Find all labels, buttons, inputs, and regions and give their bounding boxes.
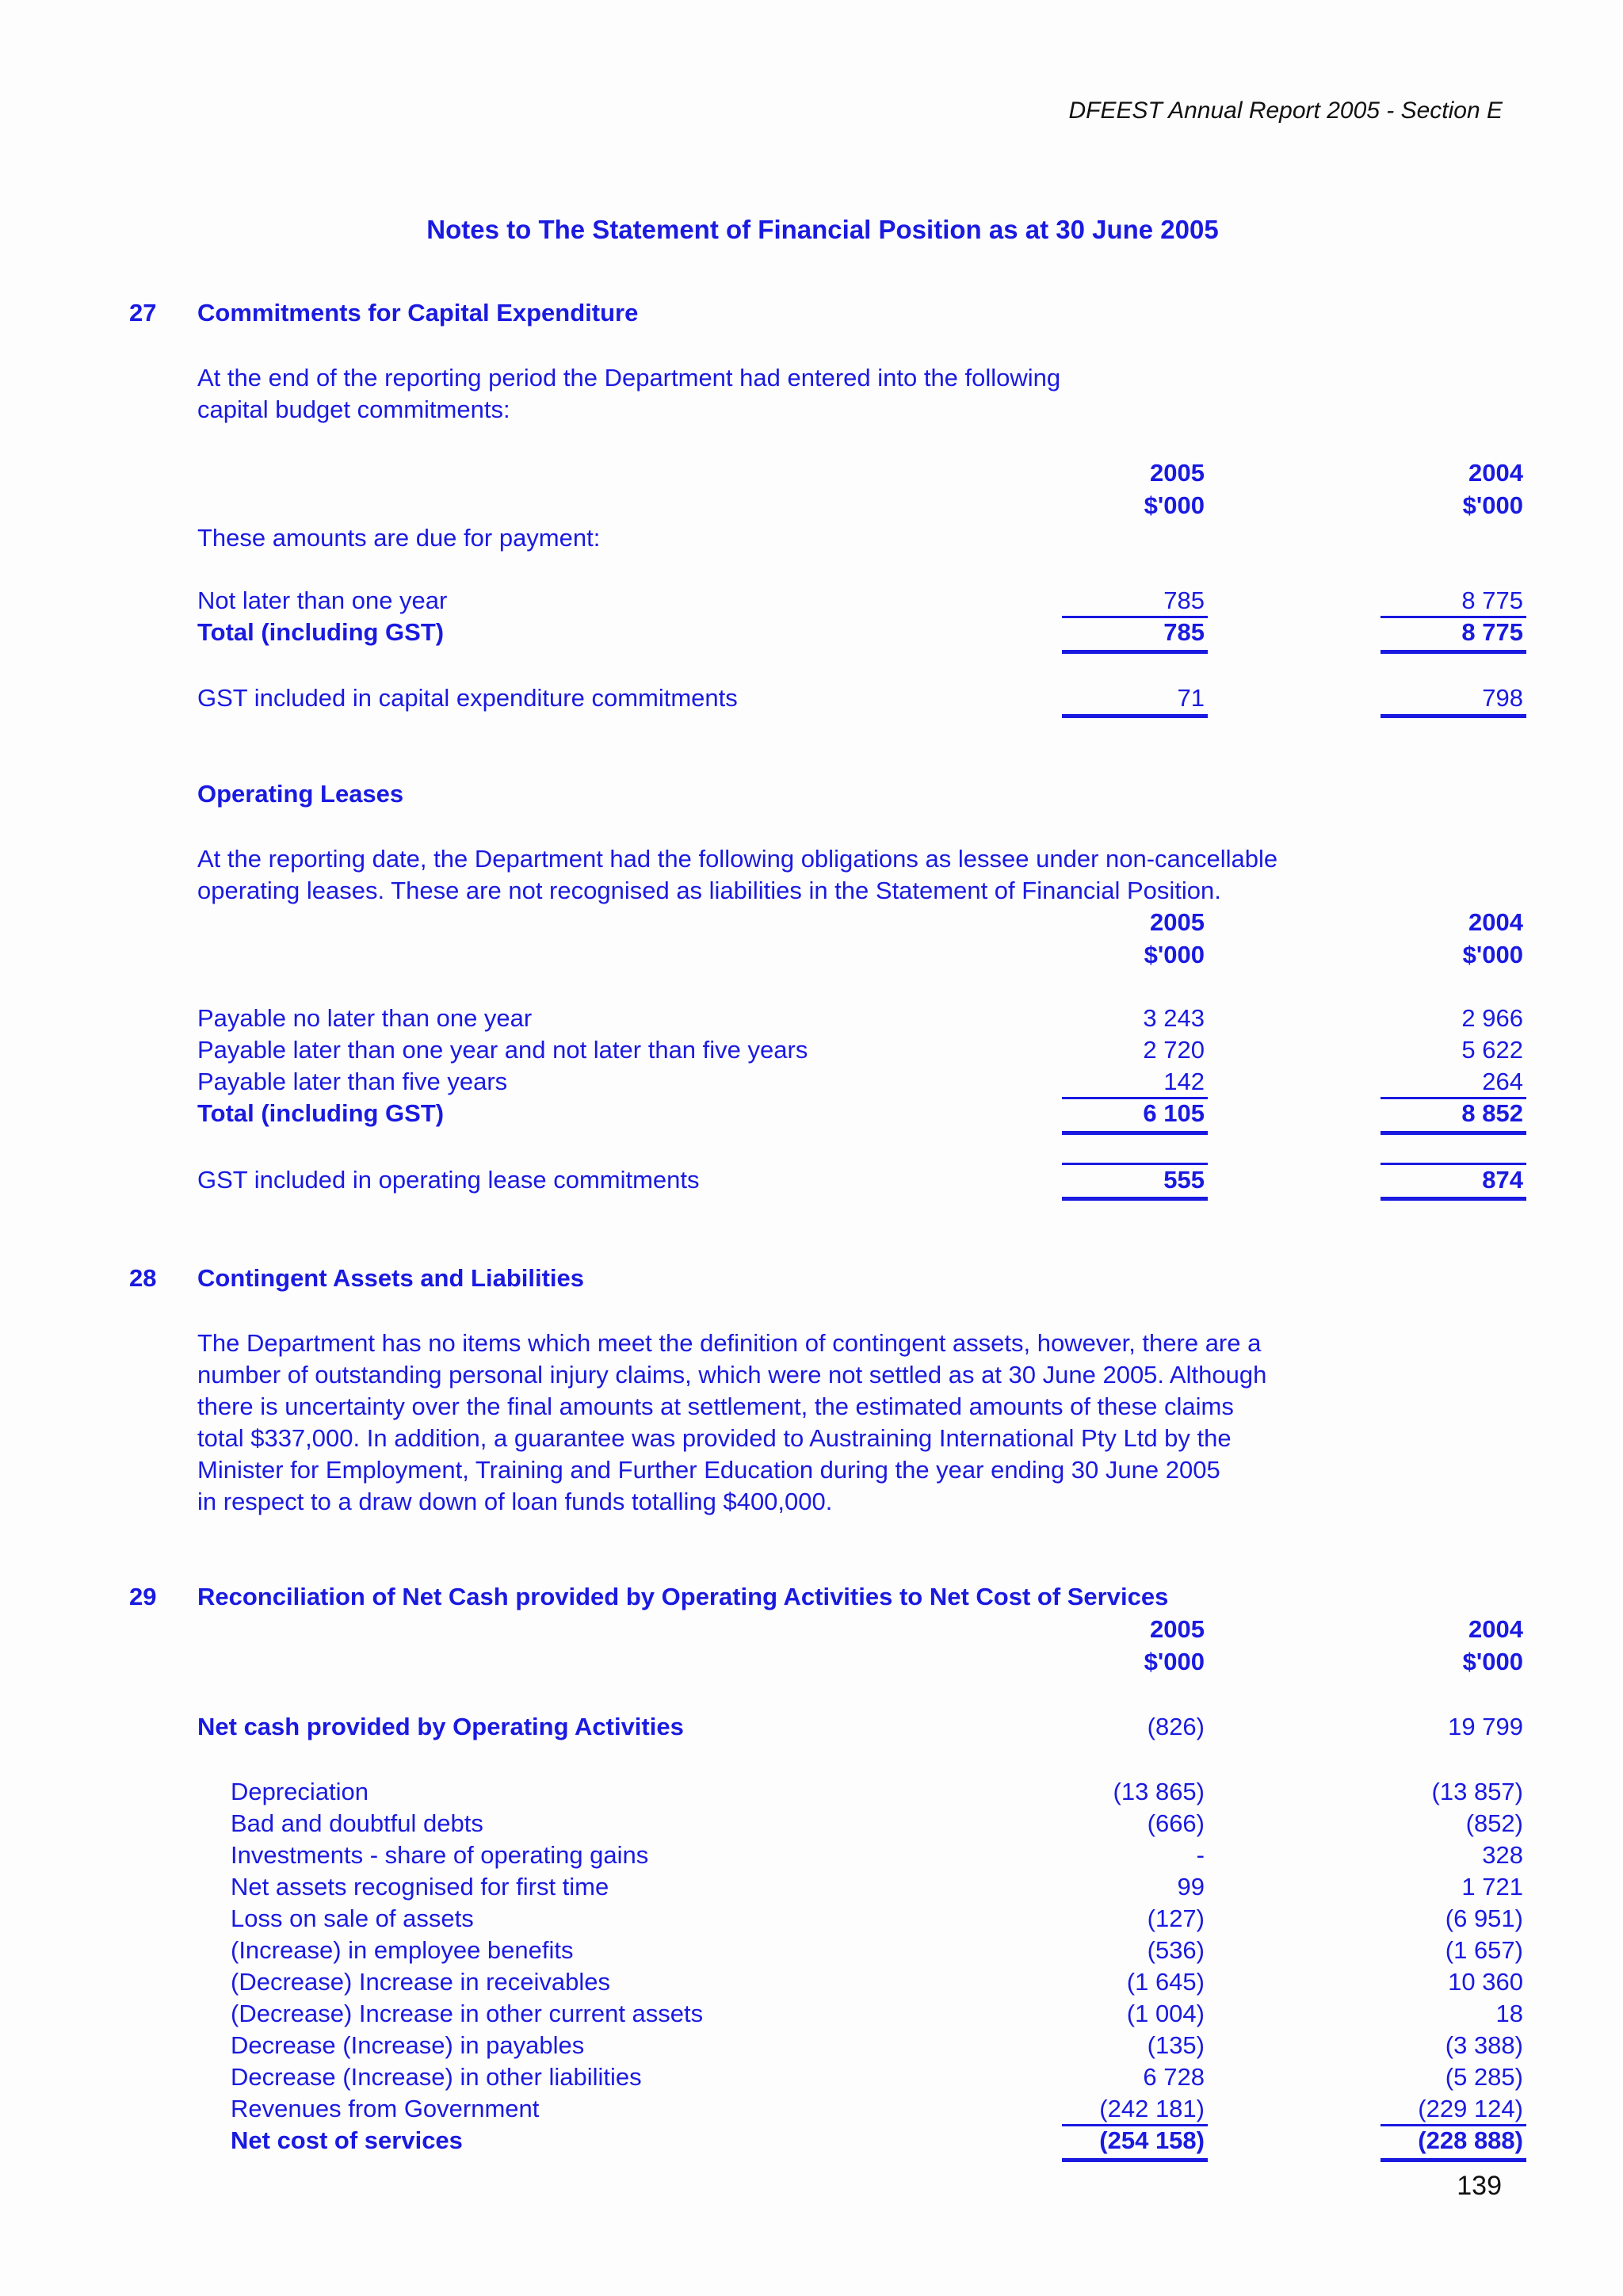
row-value-2004: (13 857) — [1431, 1778, 1523, 1805]
note-28-line: Minister for Employment, Training and Further Education during the year ending 30 June 2005 — [197, 1456, 1220, 1484]
net-cash-value-2004: 19 799 — [1448, 1713, 1523, 1740]
note-29-heading: Reconciliation of Net Cash provided by Operating Activities to Net Cost of Services — [197, 1583, 1169, 1610]
double-underline — [1381, 2158, 1526, 2162]
double-underline — [1062, 1131, 1208, 1135]
note-29-unit-2004: $'000 — [1462, 1648, 1523, 1675]
row-value-2005: 3 243 — [1143, 1004, 1205, 1032]
note-28-number: 28 — [129, 1264, 157, 1292]
note-29-number: 29 — [129, 1583, 157, 1610]
note-28-line: number of outstanding personal injury claims, which were not settled as at 30 June 2005. Although — [197, 1361, 1267, 1389]
row-value-2005: 142 — [1163, 1068, 1205, 1095]
row-label: Decrease (Increase) in other liabilities — [231, 2063, 642, 2091]
row-label: Depreciation — [231, 1778, 369, 1805]
total-value-2004: 8 775 — [1461, 618, 1523, 646]
note-29-col-2005: 2005 — [1150, 1615, 1205, 1643]
note-27-due-label: These amounts are due for payment: — [197, 524, 601, 552]
leases-heading: Operating Leases — [197, 780, 404, 808]
page-number: 139 — [1457, 2171, 1502, 2201]
note-27-intro-line-2: capital budget commitments: — [197, 395, 510, 423]
note-28-line: The Department has no items which meet the definition of contingent assets, however, there are a — [197, 1329, 1262, 1357]
row-value-2004: (3 388) — [1445, 2031, 1523, 2059]
row-value-2004: 10 360 — [1448, 1968, 1523, 1996]
row-value-2004: (5 285) — [1445, 2063, 1523, 2091]
report-header: DFEEST Annual Report 2005 - Section E — [1068, 97, 1503, 124]
row-label: Bad and doubtful debts — [231, 1809, 483, 1837]
row-label: Not later than one year — [197, 586, 448, 614]
row-value-2005: (1 645) — [1126, 1968, 1205, 1996]
row-value-2005: (135) — [1147, 2031, 1205, 2059]
note-28-line: in respect to a draw down of loan funds totalling $400,000. — [197, 1488, 833, 1515]
double-underline — [1062, 2158, 1208, 2162]
row-value-2004: 5 622 — [1461, 1036, 1523, 1064]
row-value-2005: (13 865) — [1113, 1778, 1205, 1805]
row-label: Loss on sale of assets — [231, 1904, 474, 1932]
net-cash-value-2005: (826) — [1147, 1713, 1205, 1740]
row-value-2004: (6 951) — [1445, 1904, 1523, 1932]
leases-unit-2004: $'000 — [1462, 941, 1523, 968]
gst-value-2005: 555 — [1163, 1166, 1205, 1194]
double-underline — [1381, 1197, 1526, 1201]
note-27-heading: Commitments for Capital Expenditure — [197, 299, 639, 327]
row-value-2005: 2 720 — [1143, 1036, 1205, 1064]
leases-col-2004: 2004 — [1468, 908, 1523, 936]
gst-label: GST included in capital expenditure commitments — [197, 684, 738, 712]
note-27-col-2004: 2004 — [1468, 459, 1523, 487]
leases-unit-2005: $'000 — [1144, 941, 1205, 968]
gst-value-2005: 71 — [1177, 684, 1205, 712]
row-value-2005: 6 728 — [1143, 2063, 1205, 2091]
note-28-line: there is uncertainty over the final amounts at settlement, the estimated amounts of these claims — [197, 1392, 1234, 1420]
double-underline — [1062, 650, 1208, 654]
total-value-2004: 8 852 — [1461, 1099, 1523, 1127]
total-label: Total (including GST) — [197, 618, 445, 646]
row-value-2005: 785 — [1163, 586, 1205, 614]
total-value-2005: 785 — [1163, 618, 1205, 646]
row-label: Payable later than one year and not later than five years — [197, 1036, 808, 1064]
double-underline — [1062, 714, 1208, 718]
total-value-2005: 6 105 — [1143, 1099, 1205, 1127]
row-label: (Decrease) Increase in other current assets — [231, 2000, 704, 2027]
gst-label: GST included in operating lease commitments — [197, 1166, 700, 1194]
row-value-2004: 2 966 — [1461, 1004, 1523, 1032]
net-cost-value-2005: (254 158) — [1099, 2126, 1205, 2154]
row-label: Net assets recognised for first time — [231, 1873, 609, 1901]
double-underline — [1381, 650, 1526, 654]
row-label: Revenues from Government — [231, 2095, 540, 2122]
row-value-2004: 264 — [1482, 1068, 1523, 1095]
row-label: (Increase) in employee benefits — [231, 1936, 574, 1964]
net-cost-label: Net cost of services — [231, 2126, 463, 2154]
row-value-2004: 328 — [1482, 1841, 1523, 1869]
page-title: Notes to The Statement of Financial Position as at 30 June 2005 — [426, 215, 1219, 244]
row-value-2004: 8 775 — [1461, 586, 1523, 614]
row-label: Payable later than five years — [197, 1068, 508, 1095]
row-value-2004: (1 657) — [1445, 1936, 1523, 1964]
row-value-2005: (127) — [1147, 1904, 1205, 1932]
row-label: Decrease (Increase) in payables — [231, 2031, 585, 2059]
row-label: (Decrease) Increase in receivables — [231, 1968, 610, 1996]
row-value-2004: (852) — [1465, 1809, 1523, 1837]
row-value-2004: 1 721 — [1461, 1873, 1523, 1901]
net-cost-value-2004: (228 888) — [1418, 2126, 1523, 2154]
gst-value-2004: 874 — [1482, 1166, 1523, 1194]
note-27-number: 27 — [129, 299, 157, 327]
row-value-2005: (1 004) — [1126, 2000, 1205, 2027]
leases-intro-line-2: operating leases. These are not recognised as liabilities in the Statement of Financial Position. — [197, 877, 1221, 904]
note-27-intro-line-1: At the end of the reporting period the Department had entered into the following — [197, 364, 1061, 392]
row-value-2005: (536) — [1147, 1936, 1205, 1964]
gst-value-2004: 798 — [1482, 684, 1523, 712]
leases-col-2005: 2005 — [1150, 908, 1205, 936]
note-27-unit-2005: $'000 — [1144, 491, 1205, 519]
note-29-col-2004: 2004 — [1468, 1615, 1523, 1643]
row-value-2004: (229 124) — [1418, 2095, 1523, 2122]
note-29-unit-2005: $'000 — [1144, 1648, 1205, 1675]
net-cash-label: Net cash provided by Operating Activities — [197, 1713, 684, 1740]
row-label: Payable no later than one year — [197, 1004, 533, 1032]
leases-intro-line-1: At the reporting date, the Department had the following obligations as lessee under non-cancellable — [197, 845, 1278, 873]
note-28-heading: Contingent Assets and Liabilities — [197, 1264, 585, 1292]
row-value-2005: (242 181) — [1099, 2095, 1205, 2122]
note-28-line: total $337,000. In addition, a guarantee was provided to Austraining International Pty Ltd by the — [197, 1424, 1232, 1452]
double-underline — [1381, 714, 1526, 718]
row-label: Investments - share of operating gains — [231, 1841, 649, 1869]
note-27-col-2005: 2005 — [1150, 459, 1205, 487]
row-value-2005: 99 — [1177, 1873, 1205, 1901]
double-underline — [1381, 1131, 1526, 1135]
note-27-unit-2004: $'000 — [1462, 491, 1523, 519]
row-value-2005: - — [1196, 1841, 1205, 1869]
row-value-2004: 18 — [1495, 2000, 1523, 2027]
row-value-2005: (666) — [1147, 1809, 1205, 1837]
double-underline — [1062, 1197, 1208, 1201]
total-label: Total (including GST) — [197, 1099, 445, 1127]
